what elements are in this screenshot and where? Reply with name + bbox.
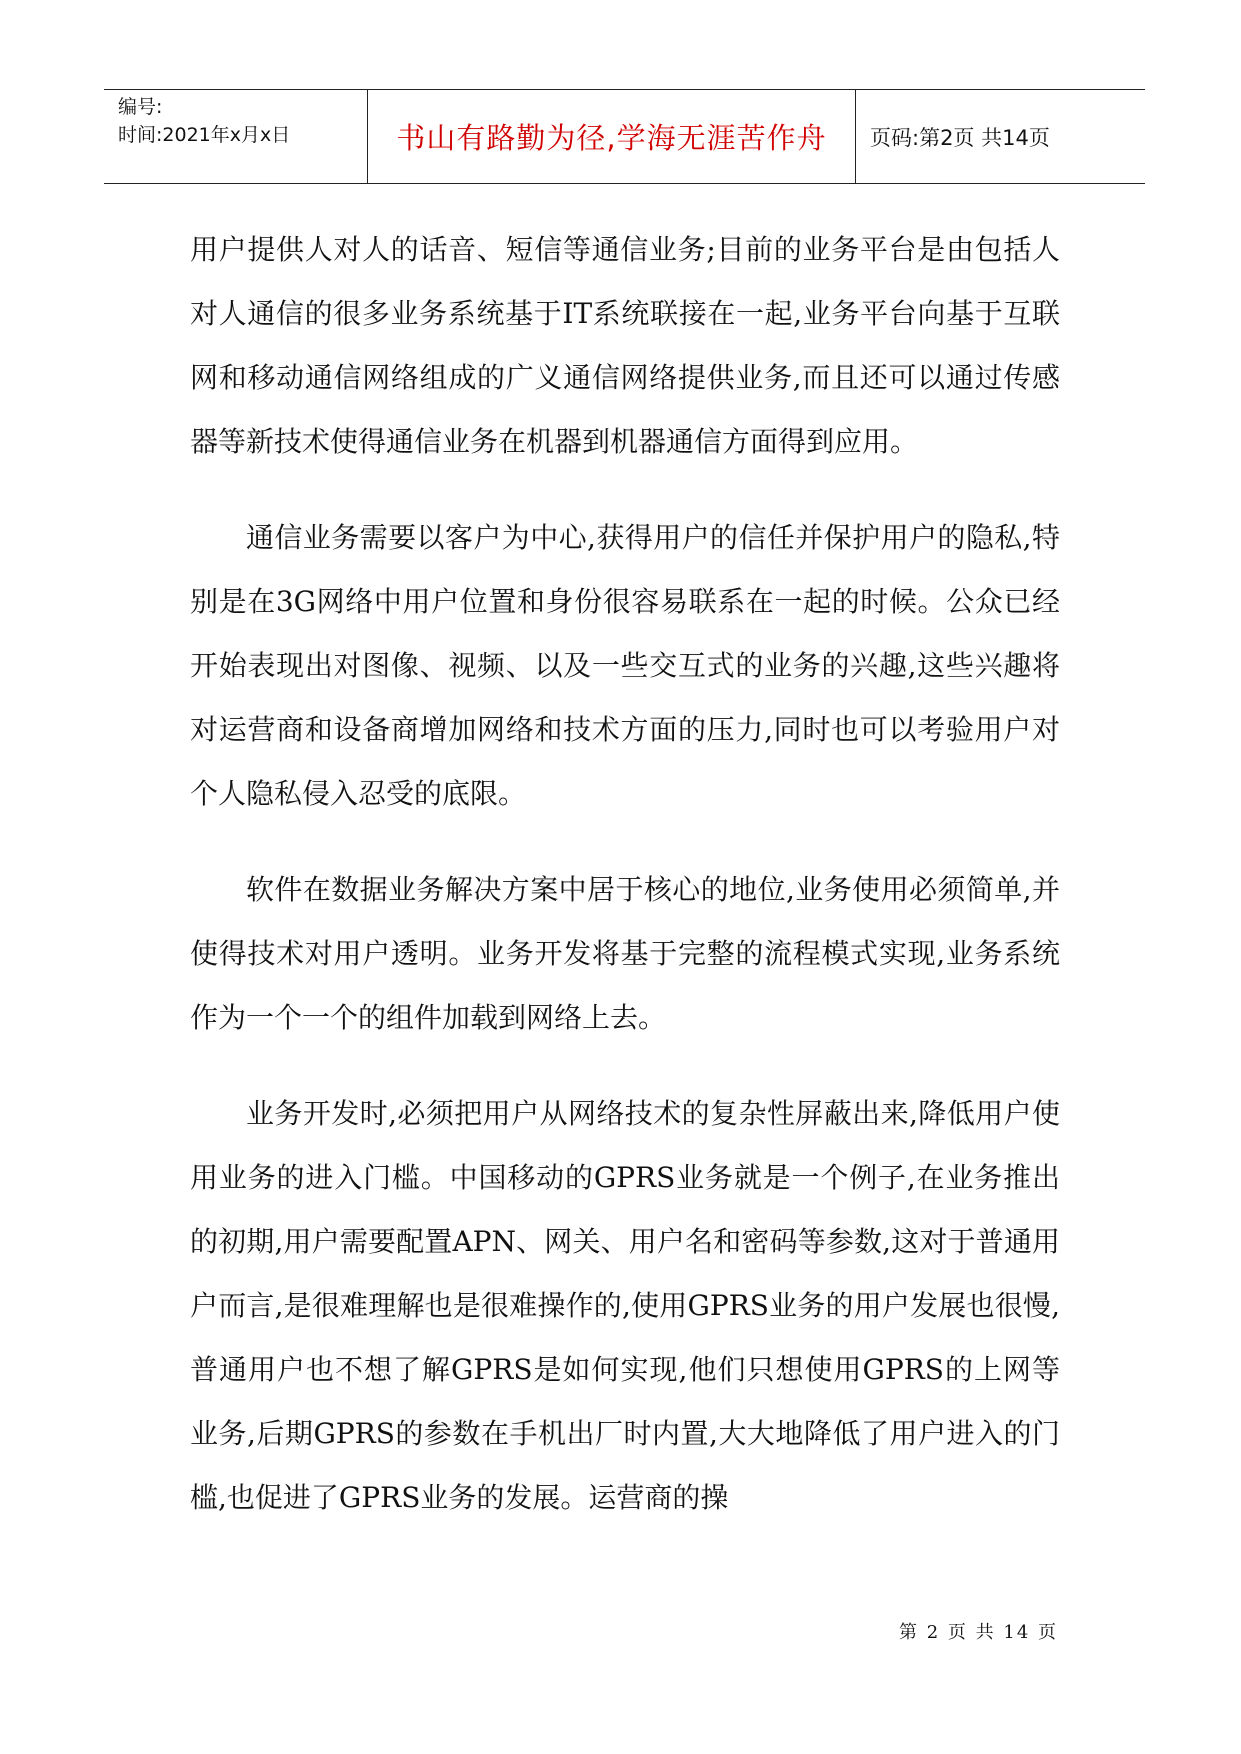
- page-header: [104, 89, 1145, 184]
- header-motto: 书山有路勤为径,学海无涯苦作舟: [368, 90, 856, 183]
- header-meta: [104, 90, 368, 183]
- header-page-info: 页码:第2页 共14页: [870, 125, 1050, 150]
- paragraph: 用户提供人对人的话音、短信等通信业务;目前的业务平台是由包括人对人通信的很多业务系统基于IT系统联接在一起,业务平台向基于互联网和移动通信网络组成的广义通信网络提供业务,而且还可以通过传感器等新技术使得通信业务在机器到机器通信方面得到应用。: [190, 233, 1060, 458]
- paragraph: 业务开发时,必须把用户从网络技术的复杂性屏蔽出来,降低用户使用业务的进入门槛。中国移动的GPRS业务就是一个例子,在业务推出的初期,用户需要配置APN、网关、用户名和密码等参数,这对于普通用户而言,是很难理解也是很难操作的,使用GPRS业务的用户发展也很慢,普通用户也不想了解GPRS是如何实现,他们只想使用GPRS的上网等业务,后期GPRS的参数在手机出厂时内置,大大地降低了用户进入的门槛,也促进了GPRS业务的发展。运营商的操: [190, 1097, 1060, 1514]
- page-footer: 第 2 页 共 14 页: [899, 1622, 1058, 1643]
- document-time-label: 时间:2021年x月x日: [118, 124, 291, 146]
- paragraph: 软件在数据业务解决方案中居于核心的地位,业务使用必须简单,并使得技术对用户透明。业务开发将基于完整的流程模式实现,业务系统作为一个一个的组件加载到网络上去。: [190, 873, 1060, 1034]
- paragraph: 通信业务需要以客户为中心,获得用户的信任并保护用户的隐私,特别是在3G网络中用户位置和身份很容易联系在一起的时候。公众已经开始表现出对图像、视频、以及一些交互式的业务的兴趣,这些兴趣将对运营商和设备商增加网络和技术方面的压力,同时也可以考验用户对个人隐私侵入忍受的底限。: [190, 521, 1060, 810]
- document-body: [190, 218, 1060, 1562]
- document-number-label: 编号:: [118, 96, 163, 118]
